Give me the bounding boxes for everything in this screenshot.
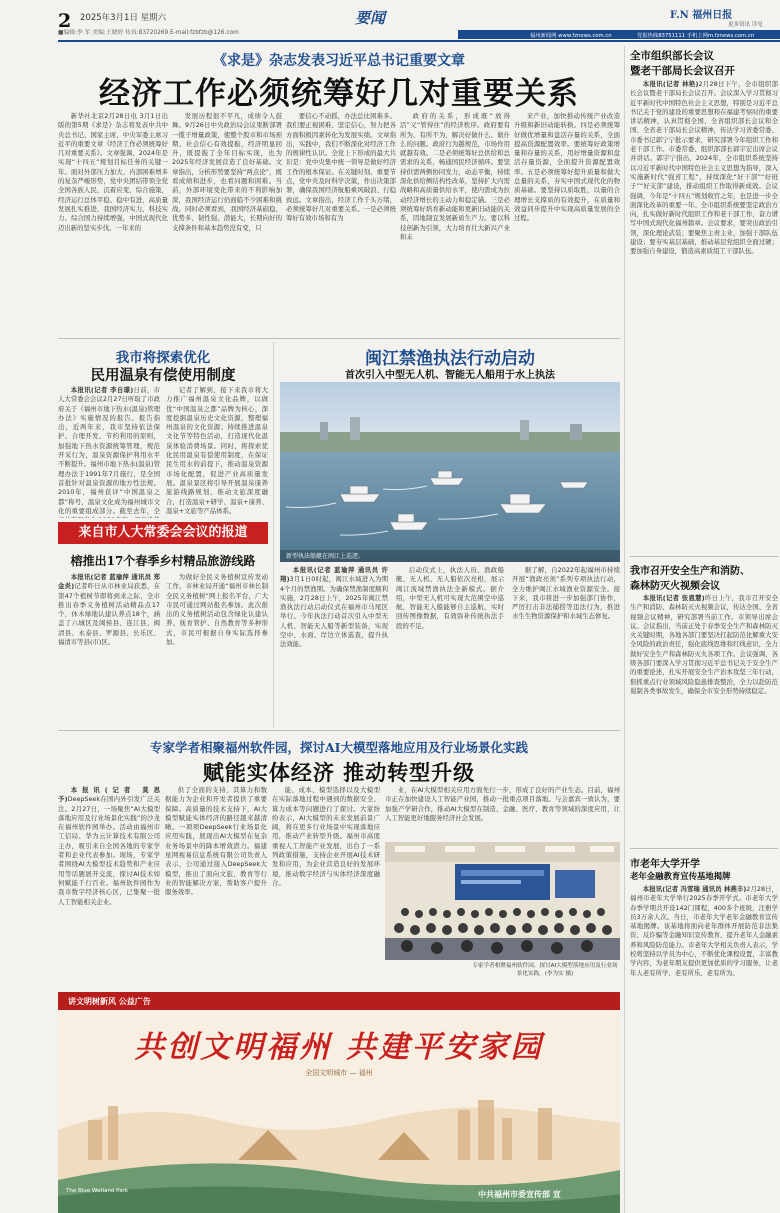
spring-title: 我市将探索优化 — [115, 350, 211, 366]
lead-kicker: 《求是》杂志发表习近平总书记重要文章 — [213, 53, 465, 69]
section-label: 要闻 — [355, 9, 386, 27]
ai-col-4: 业，在AI大模型相关应用方面先行一步，形成了良好的产业生态。目前，福州市正在加快建设人工智能产业园，推动一批重点项目落地。与会嘉宾一致认为，要加强产学研合作，推动AI大模型在制造、金融、医疗、教育等领域的深度应用，让人工智能更好地服务经济社会发展。 — [385, 786, 620, 822]
lead-bottom-rule — [58, 338, 620, 339]
sidebar-1-text: 本报讯(记者 林艳)2月28日下午，全市组织部长会议暨老干部局长会议召开。会议深入学习贯彻习近平新时代中国特色社会主义思想，特别是习近平总书记关于党的建设的重要思想和在福建考察时的重要讲话精神，认真贯彻全国、全省组织部长会议和全国、全省老干部局长会议精神，传达学习省委常委、市委书记郭宁宁批示要求，研究部署今年组织工作和老干部工作。市委常委、组织部部长郭宇宏出席会议并讲话。郭宇宁指出，2024年，全市组织系统坚持以习近平新时代中国特色社会主义思想为指导，深入实施新时代“强省工程”，持续深化“好干部”“好班子”“好支部”建设，推动组织工作取得新成效。会议强调，今年是“十四五”规划收官之年，也是进一步全面深化改革的重要一年。全市组织系统要坚定政治方向，扎实做好新时代组织工作和老干部工作，奋力谱写中国式现代化福州篇章。会议要求，要突出政治引领，深化理论武装；要聚焦主责主业，加强干部队伍建设；要夯实基层基础，推动基层党组织全面过硬；要加强自身建设，锻造高素质组工干部队伍。 — [630, 80, 778, 256]
ad-sub-label: 全国文明城市 — 福州 — [305, 1069, 373, 1077]
fishing-byline: 本报讯(记者 蓝瑜萍 通讯员 许翔) — [280, 566, 388, 584]
spring-subtitle: 民用温泉有偿使用制度 — [90, 367, 236, 384]
lead-headline: 经济工作必须统筹好几对重要关系 — [99, 76, 579, 112]
sidebar-2-title-2: 森林防灭火视频会议 — [630, 581, 720, 592]
ai-photo-caption: 专家学者相聚福州软件园，探讨AI大模型落地应用及行业场景化实践。(李为实 摄) — [472, 963, 618, 977]
tree-text-2: 为做好全民义务植树宣传发动工作，市林业局开通“福州市林长制全民义务植树”网上报名平台，广大市民可通过网站报名参加。此次推出的义务植树活动包含绿化认建认养、抚育管护、自然教育等多种形式，市民可根据自身实际选择参加。 — [166, 573, 268, 647]
editor-line: ■编辑:李 军 美编:王晓婷 传真:83720269 E-mail:fzbfzb@126.com — [58, 30, 239, 36]
tree-text-1: 本报讯(记者 蓝瑜萍 通讯员 郑金炎)记者昨日从市林业局获悉，在第47个植树节即将到来之际，全市推出春季义务植树活动精品点17个，休木绿地认建认养点18个，涵盖了六城区及闽侯县、连江县、闽清县、永泰县、罗源县、长乐区、福清市等县(市)区。 — [58, 573, 160, 647]
sidebar-2-byline: 本报讯(记者 张恩慧) — [642, 594, 705, 602]
ai-photo — [385, 842, 620, 960]
tree-byline: 本报讯(记者 蓝瑜萍 通讯员 郑金炎) — [58, 573, 160, 591]
spring-text-1: 本报讯(记者 李自璟)日前，市人大常委会会议2月27日听取了市政府关于《福州市地下热水(温泉)管理办法》实施情况的报告。报告指出，近两年来，我市坚持依法保护、合理开发、节约利用的原则，加强地下热水资源统筹管理，规范开采行为，温泉资源保护利用水平不断提升。福州市地下热水(温泉)管理办法于1991年7月施行，是全国首批针对温泉资源的地方性法规。2010年，福州获评“中国温泉之都”称号，温泉文化成为福州城市文化的重要组成部分。截至去年，全 — [58, 386, 160, 515]
conference-hall-image — [385, 842, 620, 960]
lead-col-2: 发展历程很不平凡，成绩令人鼓舞。9月26日中央政治局会议果断部署一揽子增量政策，使整个股市和市场预期、社会信心有效提振，经济明显回升，既提振了全年目标实现，也为2025年经济发展营造了良好基础。文章指出，分析形势要坚持“两点论”，既看成绩和进步，也看问题和困难。当前，外部环境变化带来的不利影响加深，我国经济运行仍面临不少困难和挑战。同时必须看到，我国经济基础稳、优势多、韧性强、潜能大，长期向好的支撑条件和基本趋势没有变，只 — [172, 112, 282, 232]
header-rule — [58, 40, 780, 42]
sidebar-3-text: 本报讯(记者 冯雪瑞 通讯员 林燕丰)2月28日，福州市老年大学举行2025春季开学式。市老年大学春季学期共开设142门课程，400多个班级，注册学员3万余人次。当日，市老年大学老年金融教育宣传基地揭牌。该基地将面向老年群体开展防范非法集资、反诈骗等金融知识宣传教育，提升老年人金融素养和风险防范能力。市老年大学相关负责人表示，学校将坚持以学员为中心，不断优化课程设置，丰富教学内容，为老年朋友提供更加优质的学习服务，让老年人老有所学、老有所乐、老有所为。 — [630, 885, 778, 977]
lead-col-3: 要信心不动摇，办法总比困难多。我们要正视困难、坚定信心，努力把各方面积极因素转化为发展实绩。文章指出，实践中，我们不断深化对经济工作的规律性认识。全党上下形成的最大共识是：党中央集中统一领导是做好经济工作的根本保证。在关键时刻、重要节点，党中央及时科学决策，作出决策部署，确保我国经济航船乘风破浪、行稳致远。文章指出，经济工作千头万绪，必须统筹好几对重要关系。一是必须统筹好有效市场和有为 — [286, 112, 396, 223]
sidebar-2-title-1: 我市召开安全生产和消防、 — [630, 566, 750, 577]
ad-logo: The Blue Wetland Park — [66, 1188, 129, 1194]
npc-banner: 来自市人大常委会会议的报道 — [58, 522, 268, 544]
lead-col-1: 新华社北京2月28日电 3月1日出版的第5期《求是》杂志将发表中共中央总书记、国家主席、中央军委主席习近平的重要文章《经济工作必须统筹好几对重要关系》。文章强调，2024年是实现“十四五”规划目标任务的关键一年。面对外部压力加大、内部困难增多的复杂严峻形势，党中央团结带领全党全国各族人民，沉着应变、综合施策，经济运行总体平稳、稳中有进，高质量发展扎实推进，我国经济实力、科技实力、综合国力持续增强，中国式现代化迈出新的坚实步伐。一年来的 — [58, 112, 168, 232]
tree-title: 榕推出17个春季乡村精品旅游线路 — [70, 554, 256, 568]
ai-byline: 本报讯(记者 莫思予) — [58, 786, 160, 804]
sidebar-divider-1 — [630, 556, 778, 557]
hotline-line: 党报热线83751111 手机上网m.fznews.com.cn — [637, 33, 755, 39]
mid-bottom-rule — [58, 730, 620, 731]
spring-byline: 本报讯(记者 李自璟) — [70, 386, 134, 394]
ad-top-label: 讲文明树新风 公益广告 — [68, 997, 151, 1006]
ad-slogan: 共创文明福州 共建平安家园 — [134, 1030, 544, 1065]
sidebar-3-title-1: 市老年大学开学 — [630, 859, 700, 870]
tagline: 更多资讯 详见 — [728, 22, 763, 28]
ai-col-2: 供了全面的支持，其算力和数据能力为企业和开发者提供了重要保障。高质量的技术支持下，AI大模型赋能实体经济的路径越来越清晰。一项项DeepSeek行业场景化应用实践，展现出AI大模型在复杂业务场景中的降本增效潜力。福建星网视易信息系统有限公司负责人表示，公司通过接入DeepSeek大模型，推出了面向文旅、教育等行业的智能解决方案，帮助客户提升服务效率。 — [165, 786, 267, 897]
fishing-photo-caption: 新型执法船艇在闽江上巡逻。 — [286, 553, 365, 560]
sidebar-1-title-1: 全市组织部长会议 — [630, 50, 714, 62]
ad-footer: 中共福州市委宣传部 宣 — [478, 1190, 561, 1199]
sidebar-rule — [624, 46, 625, 1213]
river-boats-image — [280, 382, 620, 562]
fishing-text-2: 启动仪式上，执法人员、渔政船艇、无人机、无人船依次亮相，展示闽江流域禁渔执法全新模式。据介绍，中型无人机可实现大范围空中巡航，智能无人船能够自主巡航、实时回传图像数据，有效弥补传统执法手段的不足。 — [396, 566, 504, 630]
masthead-logo: F.N 福州日报 — [670, 10, 733, 21]
sidebar-2-text: 本报讯(记者 张恩慧)昨日上午，我市召开安全生产和消防、森林防灭火视频会议，传达全国、全省视频会议精神，研究部署当前工作。市领导出席会议。会议指出，当前正处于春季安全生产和森林防灭火关键时期，各地各部门要坚决扛起防范化解重大安全风险的政治责任，强化底线思维和红线意识，全力做好安全生产和森林防灭火各项工作。会议强调，各级各部门要深入学习贯彻习近平总书记关于安全生产的重要论述，扎实开展安全生产治本攻坚三年行动，狠抓重点行业领域风险隐患排查整治，全力以赴防范遏制各类事故发生，确保全市安全形势持续稳定。 — [630, 594, 778, 695]
issue-date: 2025年3月1日 星期六 — [80, 13, 167, 23]
fishing-text-1: 本报讯(记者 蓝瑜萍 通讯员 许翔)3月1日0时起，闽江水域进入为期4个月的禁渔期。为确保禁渔制度顺利实施，2月28日上午，2025年闽江禁渔执法行动启动仪式在福州市马尾区举行。今年执法行动首次引入中型无人机、智能无人船等新型装备，实现空中、水面、岸边立体巡查，提升执法效能。 — [280, 566, 388, 649]
sidebar-3-title-2: 老年金融教育宣传基地揭牌 — [630, 871, 731, 881]
ai-col-1: 本报讯(记者 莫思予)DeepSeek在国内外引发广泛关注。2月27日，一场聚焦“AI大模型落地应用及行业场景化实践”的沙龙在福州软件园举办。活动由福州市工信局、华为云计算技术有限公司主办，吸引来自全国各地的专家学者和企业代表参加。现场，专家学者围绕AI大模型技术趋势和产业应用等话题展开交流，探讨AI技术如何赋能千行百业。福州软件园作为我市数字经济核心区，已集聚一批人工智能相关企业。 — [58, 786, 160, 906]
mid-col-rule — [273, 342, 274, 728]
ai-kicker: 专家学者相聚福州软件园，探讨AI大模型落地应用及行业场景化实践 — [149, 740, 529, 755]
page-header — [0, 0, 780, 40]
sidebar-3-byline: 本报讯(记者 冯雪瑞 通讯员 林燕丰) — [642, 885, 747, 893]
sidebar-1-byline: 本报讯(记者 林艳) — [642, 80, 699, 88]
fishing-title: 闽江禁渔执法行动启动 — [365, 349, 535, 369]
ai-headline: 赋能实体经济 推动转型升级 — [202, 760, 476, 785]
page-number: 2 — [58, 10, 72, 32]
sidebar-1-title-2: 暨老干部局长会议召开 — [630, 65, 735, 77]
fishing-photo — [280, 382, 620, 562]
ai-col-3: 能、成本、模型选择以及大模型在实际落地过程中遇到的数据安全、算力成本等问题进行了探讨。大家纷纷表示，AI大模型的未来发展前景广阔，将在更多行业场景中实现落地应用，推动产业转型升级。福州市高度重视人工智能产业发展，出台了一系列政策措施，支持企业开展AI技术研发和应用，为企业营造良好的发展环境，推动数字经济与实体经济深度融合。 — [272, 786, 380, 887]
public-service-ad — [58, 992, 620, 1213]
fishing-subtitle: 首次引入中型无人机、智能无人船用于水上执法 — [345, 370, 555, 381]
sidebar-divider-2 — [630, 848, 778, 849]
spring-text-2: 记者了解到，接下来我市将大力推广福州温泉文化品牌，以做优“中国温泉之都”品牌为核心，深度挖掘温泉历史文化资源，整理福州温泉的文化资源；持续推进温泉文化节等特色活动，打造现代化温泉体验消费场景。同时，将探索优化民用温泉有偿使用制度，在保证民生用水的前提下，推动温泉资源市场化配置，促进产业高质量发展。温泉景区将引导开展温泉康养旅游线路规划，推动文旅深度融合，打造温泉+研学、温泉+康养、温泉+文旅等产品体系。 — [166, 386, 268, 515]
lead-col-4: 政府的关系，形成既“放得活”又“管得住”的经济秩序。政府要有所为、有所不为，解决好做什么、做什么的问题。政府行为越规范，市场作用就越有效。二是必须统筹好总供给和总需求的关系，畅通国民经济循环。要坚持供需两侧协同发力，动态平衡，持续深化供给侧结构性改革，坚持扩大内需战略和高质量供给水平，使内需成为拉动经济增长的主动力和稳定锚。三是必须统筹好培育新动能和更新旧动能的关系，因地制宜发展新质生产力。要以科技创新为引领，大力培育壮大新兴产业和未 — [400, 112, 510, 241]
lead-col-5: 来产业，加快推动传统产业改造升级和新旧动能转换。四是必须统筹好做优增量和盘活存量的关系，全面提高资源配置效率。要统筹好政策增量和存量的关系，用好增量资源和盘活存量资源，全面提升资源配置效率。五是必须统筹好提升质量和做大总量的关系，夯实中国式现代化的物质基础。要坚持以质取胜，以量的合理增长支撑质的有效提升，在质量和效益同步提升中实现高质量发展的全过程。 — [514, 112, 620, 223]
website-line: 福州新闻网 www.fznews.com.cn — [530, 33, 612, 39]
fishing-text-3: 据了解，自2022年起福州市持续开展“渔政亮剑”系列专项执法行动，全力维护闽江水域渔业资源安全。接下来，我市将进一步加强部门协作，严厉打击非法捕捞等违法行为，推进水生生物资源保护和水域生态修复。 — [512, 566, 620, 621]
